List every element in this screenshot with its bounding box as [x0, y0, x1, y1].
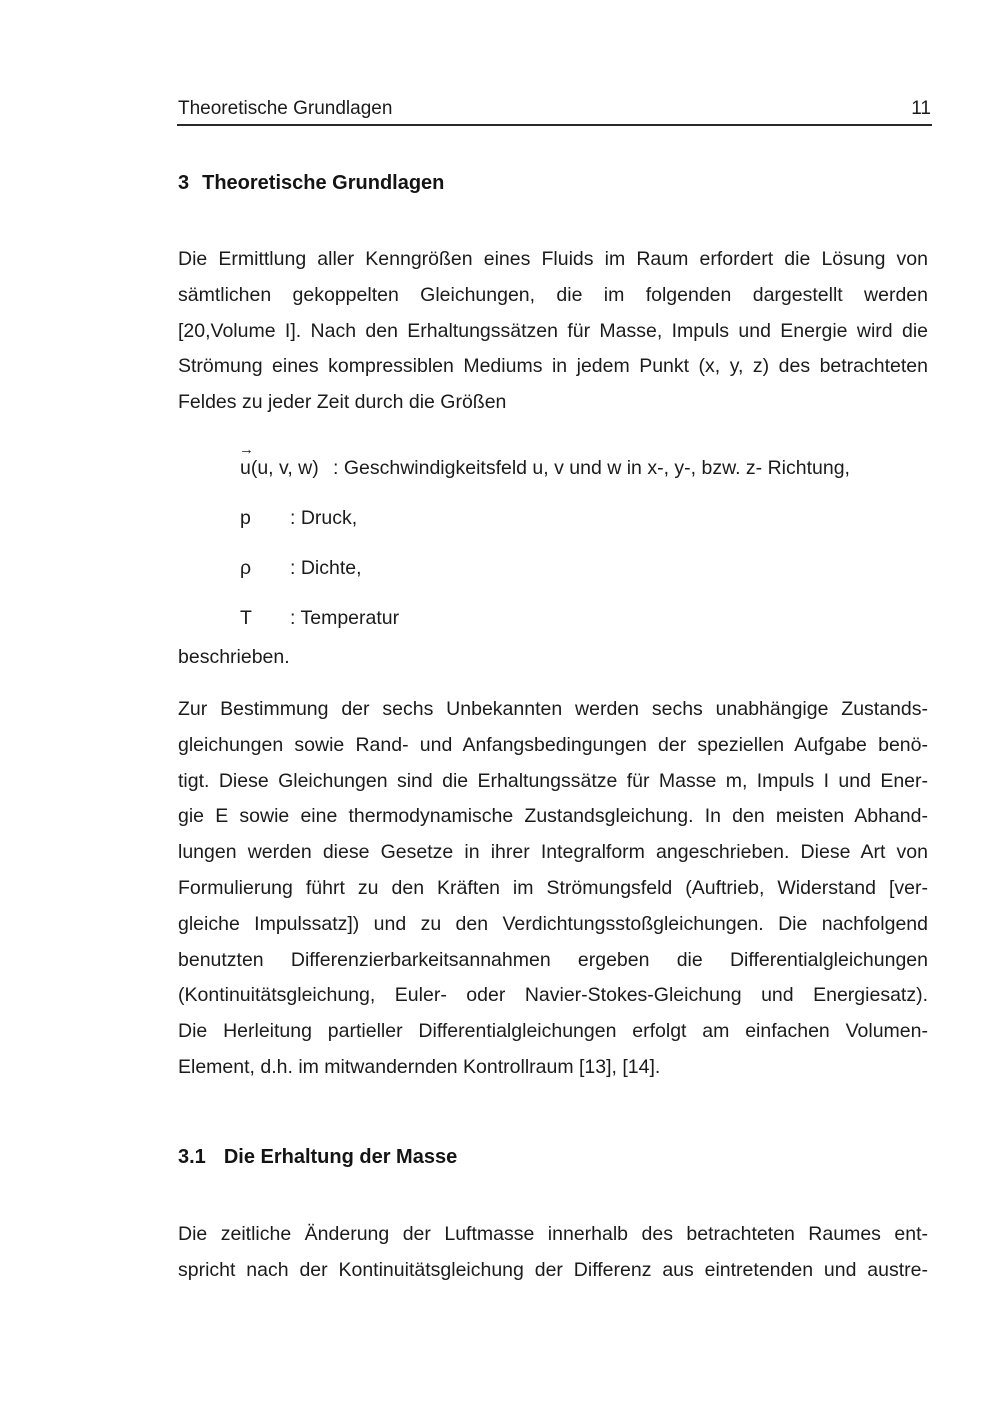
- text-line: Element, d.h. im mitwandernden Kontrollraum [13], [14].: [178, 1055, 661, 1078]
- text-line: sämtlichen gekoppelten Gleichungen, die im folgenden dargestellt werden: [178, 283, 928, 306]
- text-line: benutzten Differenzierbarkeitsannahmen ergeben die Differentialgleichungen: [178, 948, 928, 971]
- paragraph-continuation: beschrieben.: [178, 646, 290, 668]
- text-line: Feldes zu jeder Zeit durch die Größen: [178, 391, 507, 414]
- text-line: Die zeitliche Änderung der Luftmasse innerhalb des betrachteten Raumes ent-: [178, 1223, 928, 1245]
- paragraph-mass: [178, 1217, 928, 1289]
- definition-description: : Dichte,: [290, 557, 362, 579]
- text-line: Formulierung führt zu den Kräften im Strömungsfeld (Auftrieb, Widerstand [ver-: [178, 876, 928, 899]
- chapter-heading: [178, 171, 444, 195]
- paragraph-intro: [178, 242, 928, 421]
- text-line: (Kontinuitätsgleichung, Euler- oder Navier-Stokes-Gleichung und Energiesatz).: [178, 984, 928, 1007]
- definition-symbol: p: [240, 507, 251, 529]
- text-line: [20,Volume I]. Nach den Erhaltungssätzen für Masse, Impuls und Energie wird die: [178, 319, 928, 342]
- text-line: Die Ermittlung aller Kenngrößen eines Fluids im Raum erfordert die Lösung von: [178, 248, 928, 270]
- header-rule: [177, 124, 932, 126]
- section-title: Die Erhaltung der Masse: [223, 1146, 458, 1168]
- definition-row-velocity: [239, 441, 850, 480]
- text-line: spricht nach der Kontinuitätsgleichung der Differenz aus eintretenden und austre-: [178, 1258, 928, 1281]
- definition-row-density: [240, 557, 362, 580]
- text-line: Die Herleitung partieller Differentialgleichungen erfolgt am einfachen Volumen-: [178, 1020, 928, 1043]
- vector-arrow-symbol: →: [239, 441, 254, 458]
- paragraph-main: [178, 692, 928, 1086]
- definition-symbol: → u(u, v, w): [239, 441, 319, 479]
- definition-row-pressure: [240, 507, 357, 530]
- text-line: lungen werden diese Gesetze in ihrer Integralform angeschrieben. Diese Art von: [178, 841, 928, 864]
- header-page-number: 11: [911, 98, 931, 119]
- text-line: gleichungen sowie Rand- und Anfangsbedingungen der speziellen Aufgabe benö-: [178, 733, 928, 756]
- chapter-title: Theoretische Grundlagen: [202, 172, 445, 194]
- definition-symbol: ρ: [240, 557, 252, 579]
- text-line: gleiche Impulssatz]) und zu den Verdichtungsstoßgleichungen. Die nachfolgend: [178, 912, 928, 935]
- section-number: 3.1: [178, 1146, 206, 1168]
- definition-description: : Druck,: [290, 507, 358, 529]
- running-header: [178, 98, 931, 119]
- text-line: gie E sowie eine thermodynamische Zustandsgleichung. In den meisten Abhand-: [178, 805, 928, 828]
- text-line: tigt. Diese Gleichungen sind die Erhaltungssätze für Masse m, Impuls I und Ener-: [178, 769, 928, 792]
- definition-row-temperature: [240, 607, 399, 630]
- definition-description: : Geschwindigkeitsfeld u, v und w in x-, y-, bzw. z- Richtung,: [333, 457, 850, 479]
- text-line: Zur Bestimmung der sechs Unbekannten werden sechs unabhängige Zustands-: [178, 698, 928, 720]
- chapter-number: 3: [178, 172, 190, 194]
- definition-symbol: T: [240, 607, 252, 629]
- header-title: Theoretische Grundlagen: [178, 98, 393, 119]
- text-line: Strömung eines kompressiblen Mediums in jedem Punkt (x, y, z) des betrachteten: [178, 355, 928, 378]
- definition-description: : Temperatur: [290, 607, 400, 629]
- section-heading: [178, 1145, 457, 1169]
